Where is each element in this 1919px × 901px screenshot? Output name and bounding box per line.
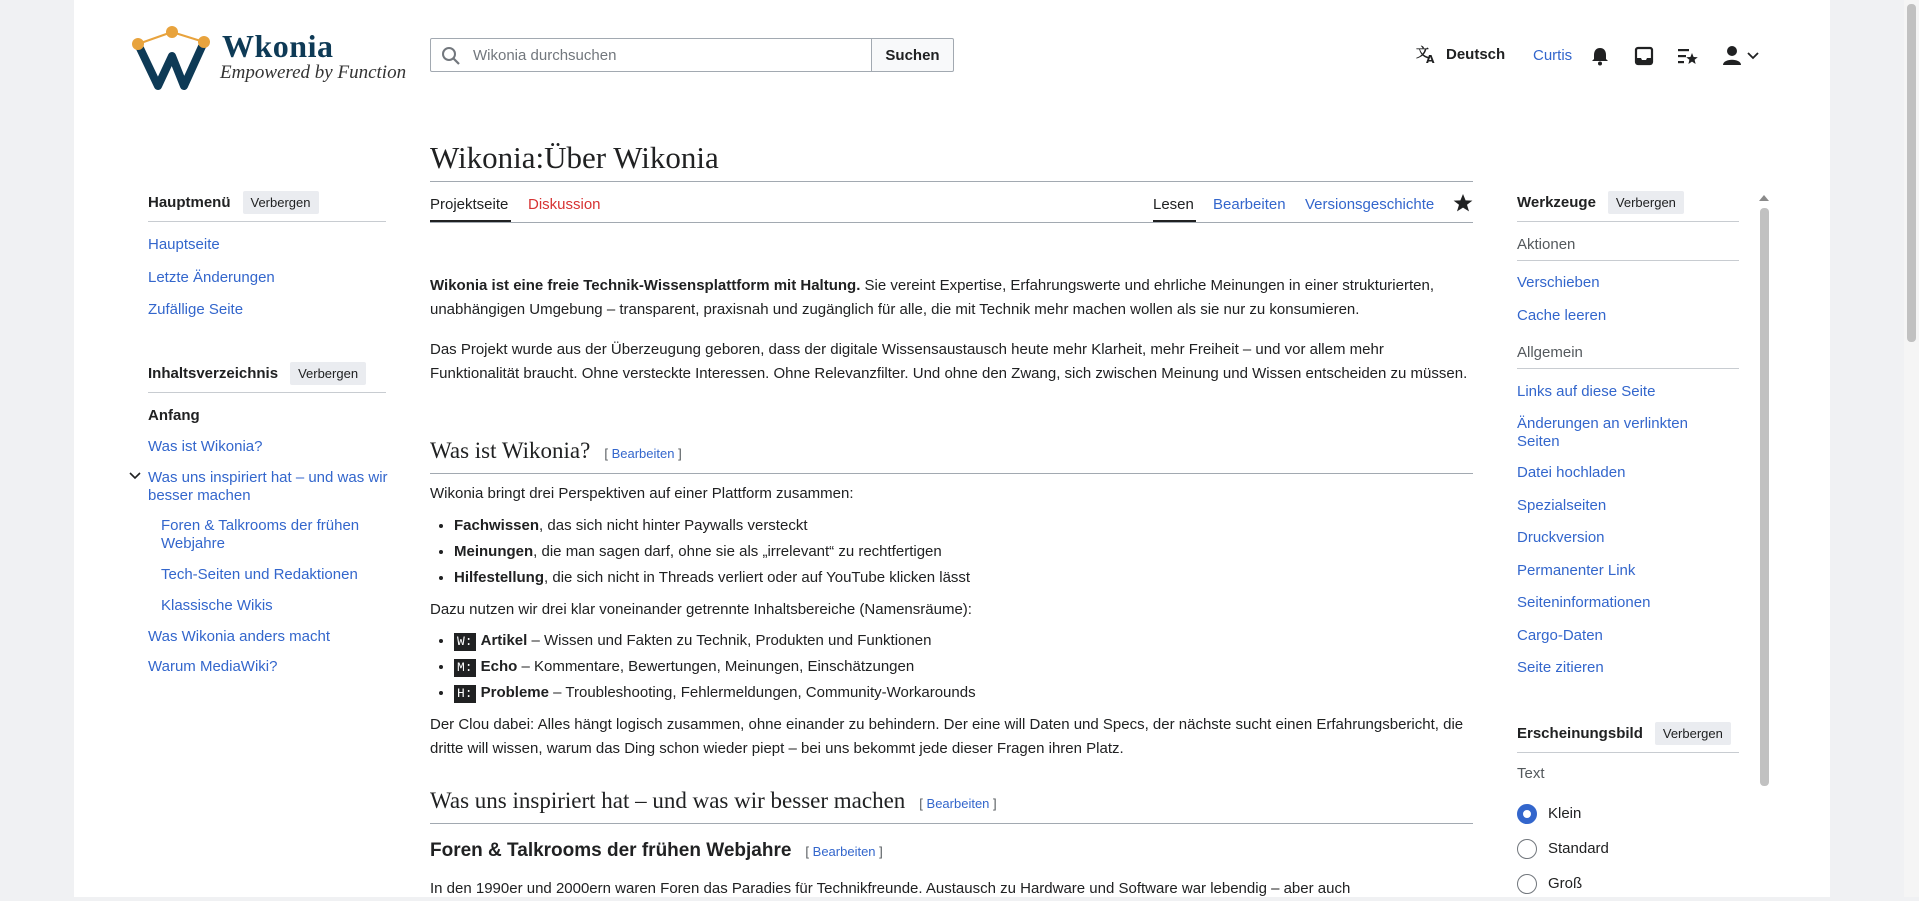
tab-edit[interactable]: Bearbeiten: [1213, 196, 1286, 213]
text-size-small-radio[interactable]: [1517, 804, 1537, 824]
search-input[interactable]: [471, 46, 865, 65]
edit-section-link[interactable]: [ Bearbeiten ]: [604, 446, 682, 461]
main-menu-hide-button[interactable]: Verbergen: [243, 191, 319, 214]
subsection-heading-forums: [430, 840, 883, 862]
tab-history[interactable]: Versionsgeschichte: [1305, 196, 1435, 213]
list-item: [454, 628, 976, 654]
toc-item-tech-sites[interactable]: Tech-Seiten und Redaktionen: [161, 566, 358, 583]
toc-item-classic-wikis[interactable]: Klassische Wikis: [161, 597, 273, 614]
actions-label: Aktionen: [1517, 236, 1576, 253]
divider: [1517, 221, 1739, 222]
list-item-text: , die sich nicht in Threads verliert oder auf YouTube klicken lässt: [544, 569, 971, 586]
clou-paragraph: Der Clou dabei: Alles hängt logisch zusammen, ohne einander zu behindern. Der eine will Daten und Specs, der nächste sucht einen Erfahrungsbericht, die dritte will wissen, warum das Ding schon wieder piept – bei uns bekommt jede dieser Fragen ihren Platz.: [430, 716, 1464, 757]
tool-move[interactable]: Verschieben: [1517, 274, 1600, 291]
toc-item-why-mediawiki[interactable]: Warum MediaWiki?: [148, 658, 278, 675]
toc-item-differences[interactable]: Was Wikonia anders macht: [148, 628, 331, 645]
text-size-large-radio[interactable]: [1517, 874, 1537, 894]
tab-discussion[interactable]: Diskussion: [528, 196, 601, 213]
main-menu-header: [148, 191, 319, 214]
language-selector[interactable]: [1416, 44, 1505, 64]
tool-page-info[interactable]: Seiteninformationen: [1517, 594, 1651, 611]
chevron-down-icon[interactable]: [128, 470, 142, 482]
appearance-header: [1517, 722, 1731, 745]
list-item-bold: Echo: [480, 658, 518, 675]
section-title: Was ist Wikonia?: [430, 438, 591, 463]
tool-print-version[interactable]: Druckversion: [1517, 529, 1605, 546]
svg-text:A: A: [1426, 53, 1435, 64]
logo-tagline: Empowered by Function: [220, 62, 407, 83]
subsection-title: Foren & Talkrooms der frühen Webjahre: [430, 840, 792, 861]
main-menu-title: Hauptmenü: [148, 194, 231, 211]
section-divider: [430, 823, 1473, 824]
search-button[interactable]: Suchen: [871, 38, 954, 72]
intro-text: Sie vereint Expertise, Erfahrungswerte und ehrliche Meinungen in einer strukturierten, unabhängigen Umgebung – transparent, praxisnah und zugänglich für alle, die mit Technik mehr machen wollen als sie nur zu konsumieren.: [430, 277, 1434, 318]
divider: [1517, 368, 1739, 369]
sidebar-scrollbar-thumb[interactable]: [1760, 208, 1769, 786]
intro-paragraph: [430, 274, 1475, 322]
divider: [148, 221, 386, 222]
toc-title: Inhaltsverzeichnis: [148, 365, 279, 382]
list-item-text: , die man sagen darf, ohne sie als „irrelevant“ zu rechtfertigen: [533, 543, 942, 560]
text-size-label: Text: [1517, 765, 1545, 782]
logo-wordmark[interactable]: Wkonia: [222, 28, 334, 64]
namespace-tag: M:: [454, 659, 476, 677]
section-heading-what-is: [430, 438, 682, 464]
search-icon: [441, 46, 461, 66]
divider: [1517, 260, 1739, 261]
divider: [148, 392, 386, 393]
section-heading-inspiration: [430, 788, 997, 814]
toc-item-forums[interactable]: Foren & Talkrooms der frühen Webjahre: [161, 517, 360, 552]
page-scrollbar-thumb[interactable]: [1907, 4, 1916, 342]
general-label: Allgemein: [1517, 344, 1583, 361]
tool-permanent-link[interactable]: Permanenter Link: [1517, 562, 1636, 579]
nav-item-random-page[interactable]: Zufällige Seite: [148, 301, 244, 318]
list-item: [454, 565, 970, 591]
edit-section-link[interactable]: [ Bearbeiten ]: [919, 796, 997, 811]
list-item-bold: Meinungen: [454, 543, 534, 560]
list-item-bold: Hilfestellung: [454, 569, 545, 586]
tools-header: [1517, 191, 1684, 214]
scroll-up-arrow-icon[interactable]: [1758, 194, 1770, 202]
toc-item-inspiration[interactable]: Was uns inspiriert hat – und was wir besser machen: [148, 469, 388, 504]
user-menu-icon[interactable]: [1722, 45, 1762, 67]
logo-icon[interactable]: [128, 22, 212, 92]
language-label: Deutsch: [1446, 45, 1506, 63]
inbox-icon[interactable]: [1634, 46, 1654, 66]
perspectives-list: [430, 513, 970, 591]
tools-title: Werkzeuge: [1517, 194, 1596, 211]
namespace-tag: W:: [454, 633, 476, 651]
tabs-divider: [430, 222, 1473, 223]
section-title: Was uns inspiriert hat – und was wir besser machen: [430, 788, 906, 813]
translate-icon: [1416, 44, 1438, 64]
tool-cargo-data[interactable]: Cargo-Daten: [1517, 627, 1603, 644]
list-item: [454, 539, 970, 565]
user-link[interactable]: Curtis: [1533, 47, 1573, 64]
appearance-title: Erscheinungsbild: [1517, 725, 1643, 742]
nav-item-main-page[interactable]: Hauptseite: [148, 236, 220, 253]
text-size-small-label: Klein: [1548, 805, 1582, 822]
list-item-bold: Fachwissen: [454, 517, 540, 534]
list-item: [454, 654, 976, 680]
list-item-bold: Artikel: [480, 632, 528, 649]
page-title: Wikonia:Über Wikonia: [430, 140, 719, 175]
paragraph-2: Das Projekt wurde aus der Überzeugung geboren, dass der digitale Wissensaustausch heute mehr Klarheit, mehr Freiheit – und vor allem mehr Funktionalität braucht. Ohne versteckte Interessen. Ohne Relevanzfilter. Und ohne den Zwang, sich zwischen Meinung und Wissen entscheiden zu müssen.: [430, 341, 1468, 382]
list-item: [454, 513, 970, 539]
list-item-text: – Wissen und Fakten zu Technik, Produkten und Funktionen: [527, 632, 932, 649]
namespace-tag: H:: [454, 685, 476, 703]
divider: [1517, 752, 1739, 753]
tool-purge-cache[interactable]: Cache leeren: [1517, 307, 1607, 324]
intro-bold: Wikonia ist eine freie Technik-Wissensplattform mit Haltung.: [430, 277, 861, 294]
toc-hide-button[interactable]: Verbergen: [290, 362, 366, 385]
toc-header: [148, 362, 366, 385]
title-divider: [430, 181, 1473, 182]
list-item: [454, 680, 976, 706]
list-item-text: – Kommentare, Bewertungen, Meinungen, Einschätzungen: [517, 658, 915, 675]
text-size-standard-label: Standard: [1548, 840, 1609, 857]
toc-item-start[interactable]: Anfang: [148, 407, 200, 424]
list-item-text: , das sich nicht hinter Paywalls versteckt: [539, 517, 808, 534]
toc-item-what-is[interactable]: Was ist Wikonia?: [148, 438, 263, 455]
tool-special-pages[interactable]: Spezialseiten: [1517, 497, 1607, 514]
svg-text:文: 文: [1416, 46, 1430, 61]
watch-star-icon[interactable]: [1453, 193, 1473, 213]
tool-related-changes[interactable]: Änderungen an verlinkten Seiten: [1517, 415, 1688, 450]
list-item-bold: Probleme: [480, 684, 549, 701]
bell-icon[interactable]: [1590, 46, 1610, 66]
edit-label[interactable]: Bearbeiten: [812, 844, 876, 859]
appearance-hide-button[interactable]: Verbergen: [1655, 722, 1731, 745]
list-item-text: – Troubleshooting, Fehlermeldungen, Community-Workarounds: [548, 684, 976, 701]
edit-label[interactable]: Bearbeiten: [611, 446, 675, 461]
tab-project-page[interactable]: Projektseite: [430, 196, 509, 213]
tool-upload-file[interactable]: Datei hochladen: [1517, 464, 1626, 481]
edit-section-link[interactable]: [ Bearbeiten ]: [805, 844, 883, 859]
search-field[interactable]: [430, 38, 872, 72]
text-size-large-label: Groß: [1548, 875, 1583, 892]
edit-label[interactable]: Bearbeiten: [926, 796, 990, 811]
namespaces-intro: Dazu nutzen wir drei klar voneinander getrennte Inhaltsbereiche (Namensräume):: [430, 601, 972, 618]
text-size-standard-radio[interactable]: [1517, 839, 1537, 859]
nav-item-recent-changes[interactable]: Letzte Änderungen: [148, 269, 275, 286]
section1-intro: Wikonia bringt drei Perspektiven auf einer Plattform zusammen:: [430, 485, 854, 502]
section-divider: [430, 473, 1473, 474]
tools-hide-button[interactable]: Verbergen: [1608, 191, 1684, 214]
namespaces-list: [430, 628, 976, 706]
tab-read[interactable]: Lesen: [1153, 196, 1194, 213]
tool-cite-page[interactable]: Seite zitieren: [1517, 659, 1604, 676]
forums-paragraph: In den 1990er und 2000ern waren Foren das Paradies für Technikfreunde. Austausch zu Hardware und Software war lebendig – aber auch: [430, 880, 1351, 897]
watchlist-icon[interactable]: [1677, 46, 1699, 66]
tool-what-links-here[interactable]: Links auf diese Seite: [1517, 383, 1656, 400]
